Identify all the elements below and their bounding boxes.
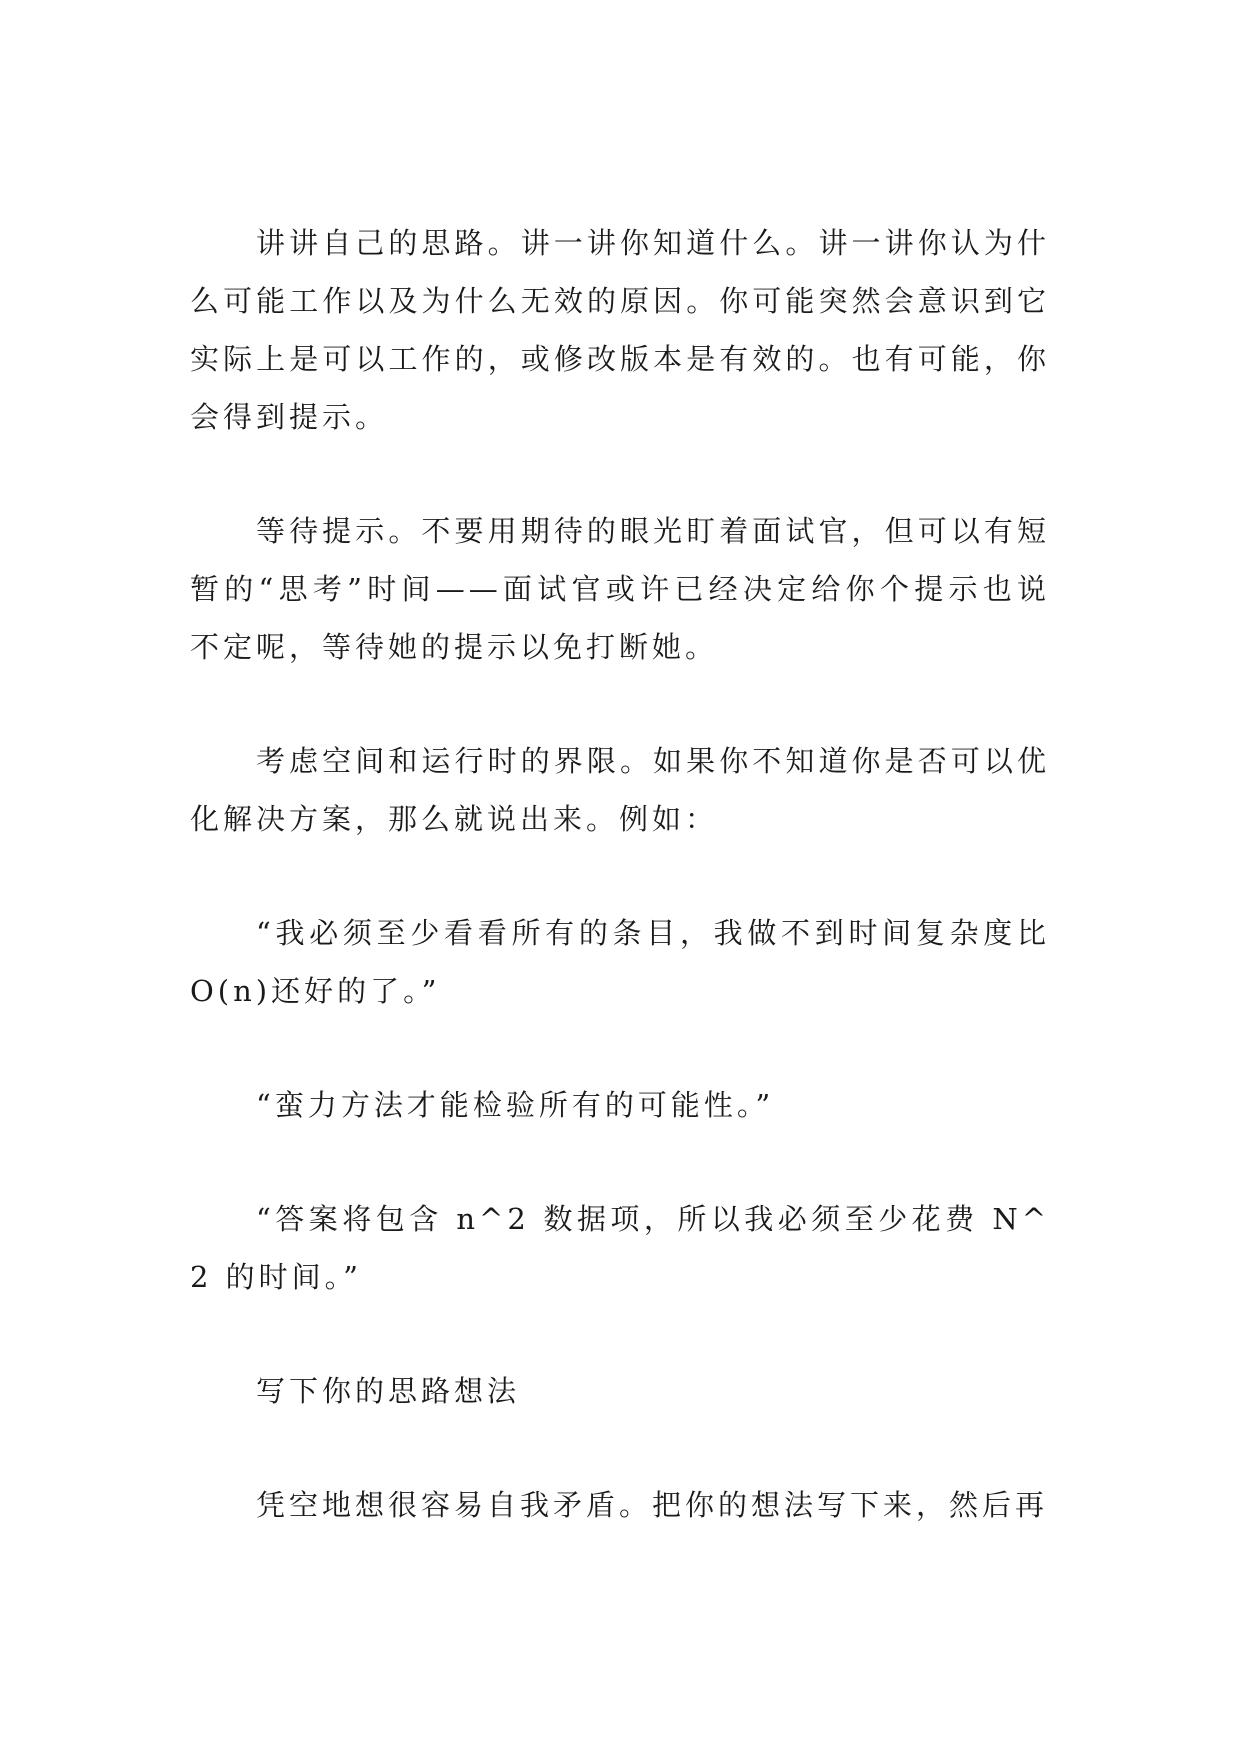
paragraph-write-ideas: 凭空地想很容易自我矛盾。把你的想法写下来，然后再 xyxy=(256,1488,1049,1522)
paragraph-wait-for-hint: 等待提示。不要用期待的眼光盯着面试官，但可以有短暂的“思考”时间——面试官或许已经决定给你个提示也说不定呢，等待她的提示以免打断她。 xyxy=(190,514,1050,664)
paragraph-space-runtime-bounds: 考虑空间和运行时的界限。如果你不知道你是否可以优化解决方案，那么就说出来。例如： xyxy=(190,744,1050,836)
document-body xyxy=(190,214,1050,1534)
section-heading-write-down-ideas: 写下你的思路想法 xyxy=(256,1374,521,1408)
paragraph-quote-brute-force: “蛮力方法才能检验所有的可能性。” xyxy=(256,1088,775,1122)
paragraph-quote-n-squared: “答案将包含 n^2 数据项，所以我必须至少花费 N^2 的时间。” xyxy=(190,1202,1050,1294)
paragraph-quote-on-complexity: “我必须至少看看所有的条目，我做不到时间复杂度比O(n)还好的了。” xyxy=(190,916,1050,1008)
paragraph-think-aloud: 讲讲自己的思路。讲一讲你知道什么。讲一讲你认为什么可能工作以及为什么无效的原因。你可能突然会意识到它实际上是可以工作的，或修改版本是有效的。也有可能，你会得到提示。 xyxy=(190,226,1050,434)
